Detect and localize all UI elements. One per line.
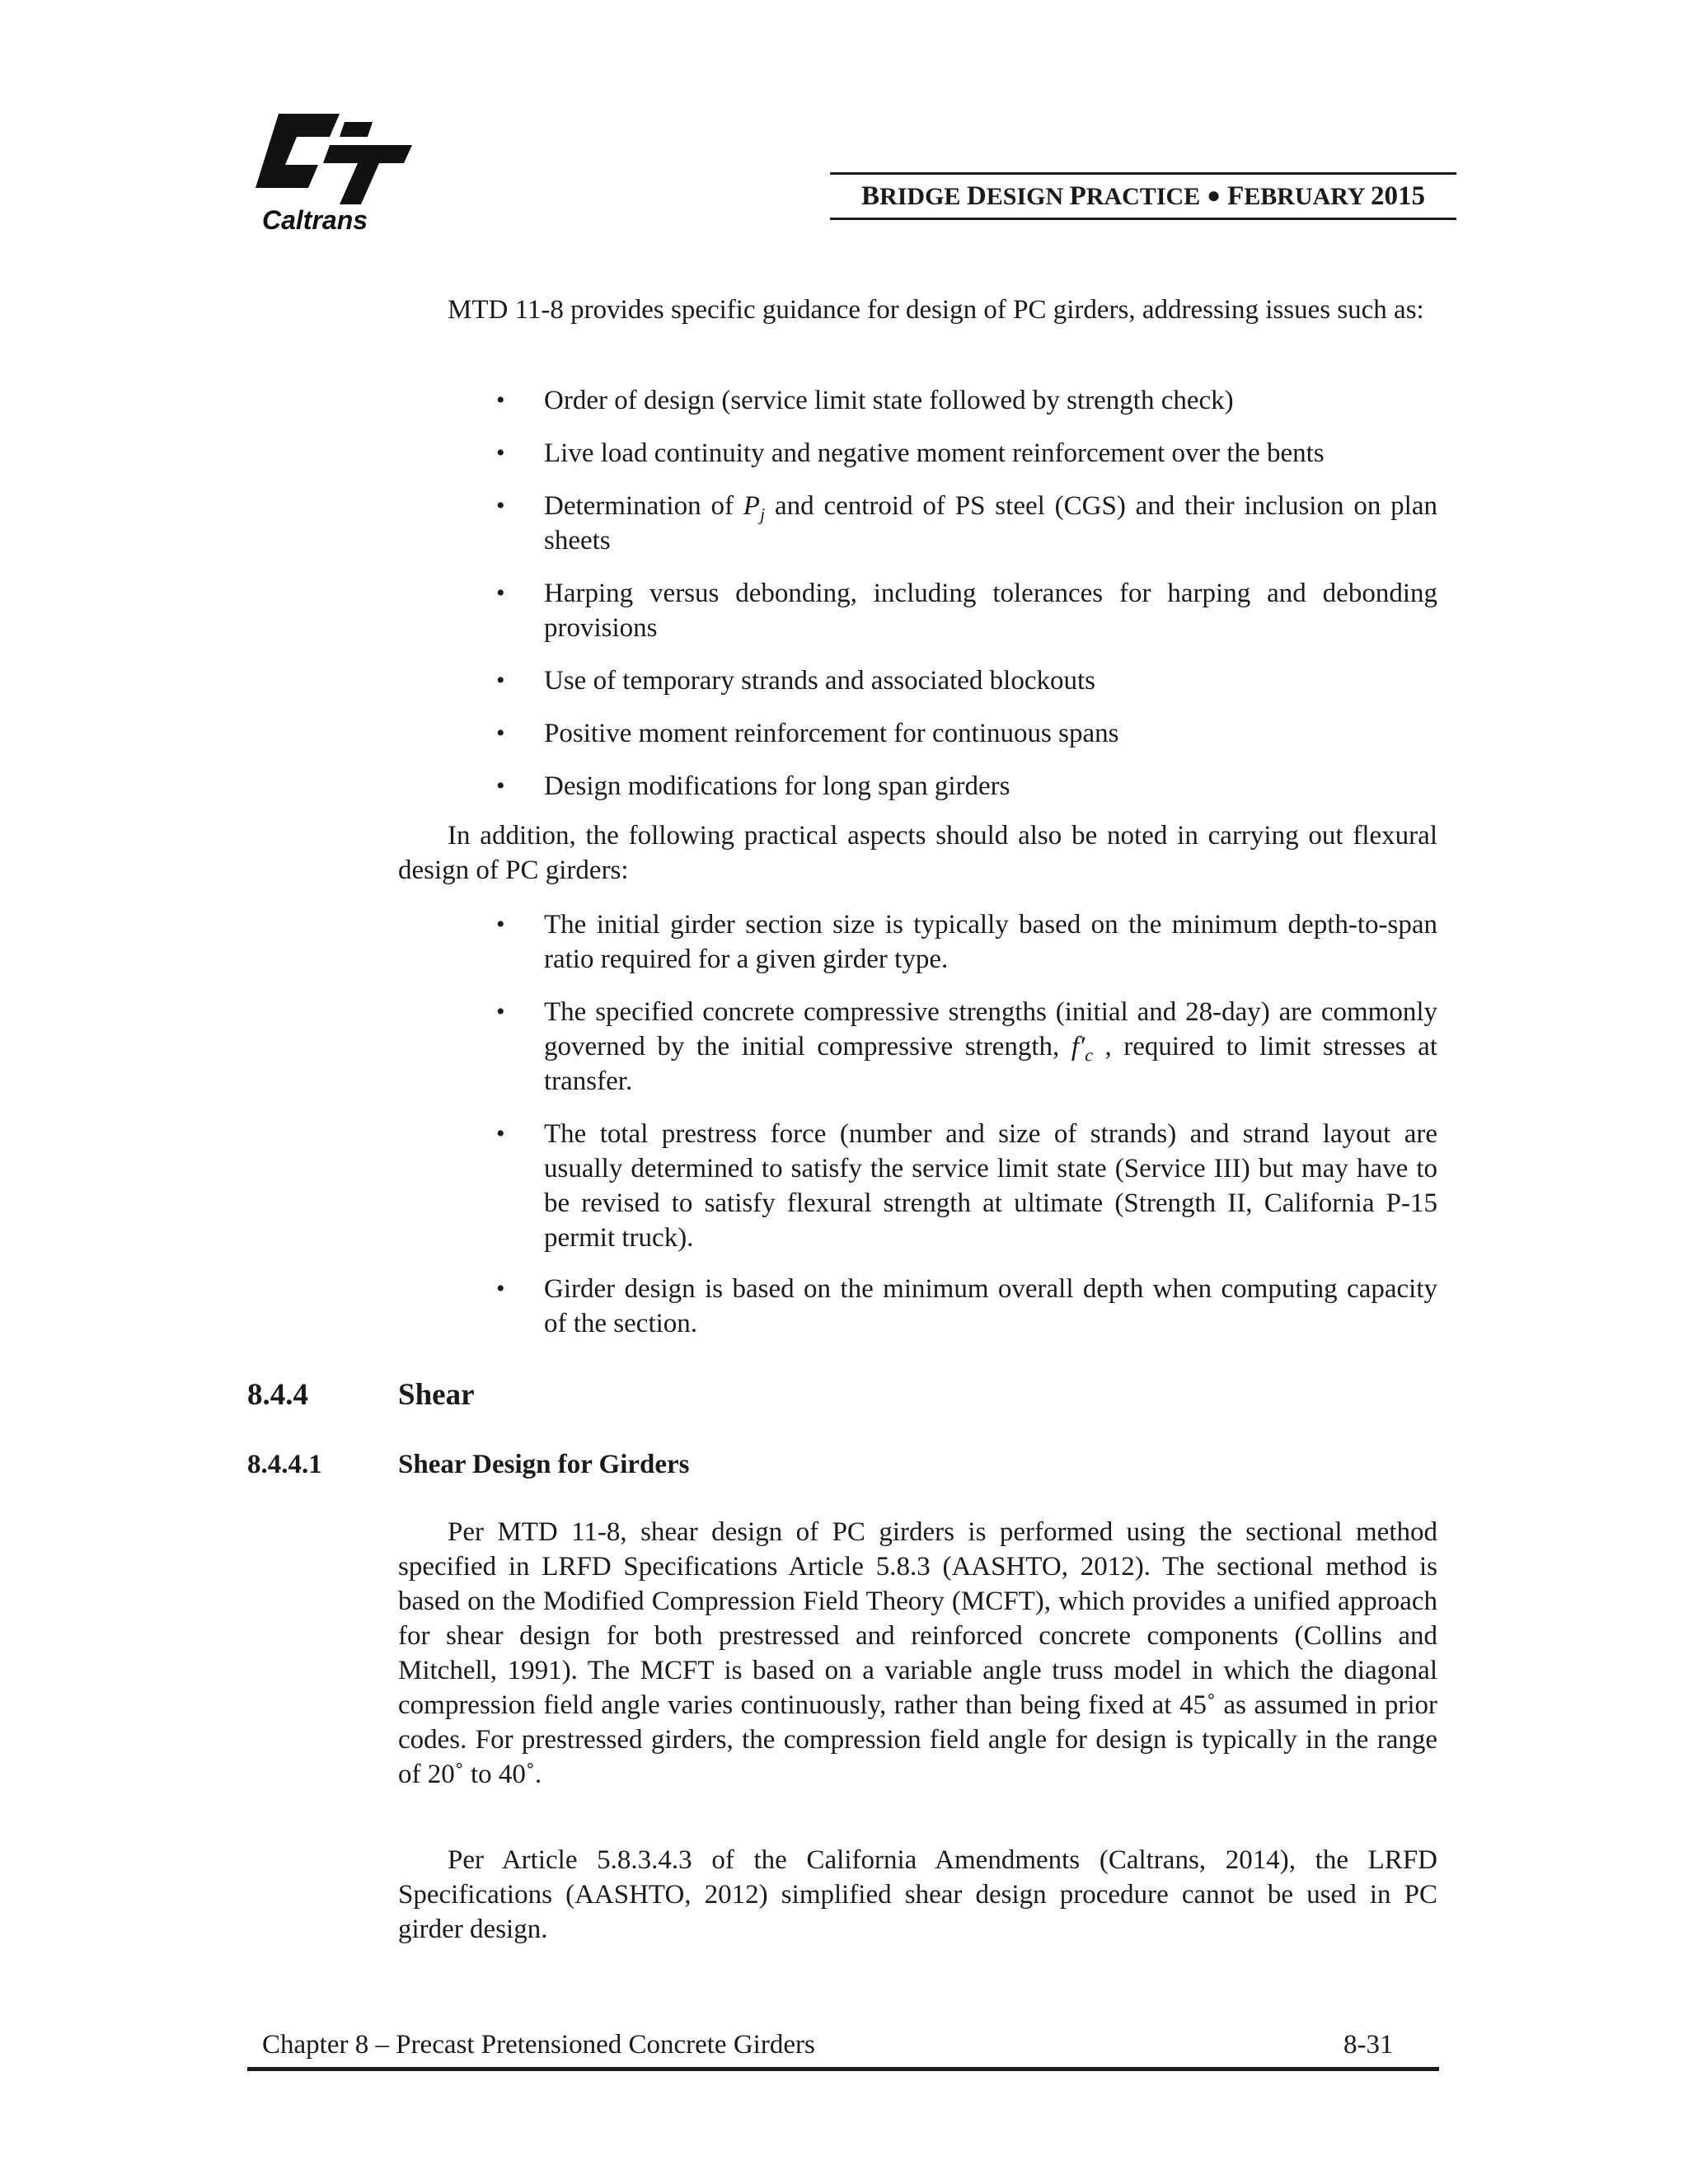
footer-rule bbox=[247, 2067, 1439, 2071]
bullet-icon: • bbox=[496, 719, 505, 747]
fc-subscript: c bbox=[1085, 1044, 1093, 1066]
fc-variable: f′ bbox=[1071, 1032, 1085, 1062]
subsection-number: 8.4.4.1 bbox=[247, 1450, 322, 1479]
list-item bbox=[544, 995, 1437, 1099]
list-item: Girder design is based on the minimum overall depth when computing capacity of the section. bbox=[544, 1274, 1437, 1338]
pj-subscript: j bbox=[759, 504, 766, 525]
list-item: Harping versus debonding, including tolerances for harping and debonding provisions bbox=[544, 579, 1437, 643]
bullet-icon: • bbox=[496, 772, 505, 799]
header-initial-p: P bbox=[1069, 181, 1086, 211]
caltrans-logo bbox=[247, 105, 420, 237]
bullet-icon: • bbox=[496, 998, 505, 1025]
practical-paragraph: In addition, the following practical aspects should also be noted in carrying out flexural design of PC girders: bbox=[398, 821, 1437, 885]
intro-paragraph: MTD 11-8 provides specific guidance for design of PC girders, addressing issues such as: bbox=[448, 295, 1424, 325]
pj-text-pre: Determination of bbox=[544, 491, 743, 521]
strength-text-pre: The specified concrete compressive strengths (initial and 28-day) are commonly governed by the initial compressive strength, bbox=[544, 997, 1437, 1062]
header-month: EBRUARY bbox=[1244, 183, 1365, 210]
section-number: 8.4.4 bbox=[247, 1378, 308, 1412]
header-top-rule bbox=[830, 172, 1456, 175]
list-item: Order of design (service limit state followed by strength check) bbox=[544, 386, 1234, 415]
running-header bbox=[830, 180, 1456, 214]
header-word-ridge: RIDGE bbox=[879, 183, 967, 210]
logo-wordmark: Caltrans bbox=[262, 205, 368, 235]
pj-variable: P bbox=[743, 491, 760, 521]
bullet-icon: • bbox=[496, 439, 505, 466]
shear-paragraph: Per MTD 11-8, shear design of PC girders is performed using the sectional method specified in LRFD Specifications Article 5.8.3 (AASHTO, 2012). The sectional method is based on the Modified Compression Field Theory (MCFT), which provides a unified approach for shear design for both prestressed and reinforced concrete components (Collins and Mitchell, 1991). The MCFT is based on a variable angle truss model in which the diagonal compression field angle varies continuously, rather than being fixed at 45˚ as assumed in prior codes. For prestressed girders, the compression field angle for design is typically in the range of 20˚ to 40˚. bbox=[398, 1517, 1437, 1789]
list-item: Design modifications for long span girders bbox=[544, 771, 1010, 801]
header-word-esign: ESIGN bbox=[986, 183, 1070, 210]
header-initial-f: F bbox=[1227, 181, 1245, 211]
list-item: Positive moment reinforcement for continuous spans bbox=[544, 719, 1119, 748]
list-item: The initial girder section size is typically based on the minimum depth-to-span ratio required for a given girder type. bbox=[544, 910, 1437, 974]
footer-chapter: Chapter 8 – Precast Pretensioned Concrete Girders bbox=[262, 2030, 815, 2060]
caltrans-amendments-paragraph: Per Article 5.8.3.4.3 of the California Amendments (Caltrans, 2014), the LRFD Specifications (AASHTO, 2012) simplified shear design procedure cannot be used in PC girder design. bbox=[398, 1845, 1437, 1944]
bullet-icon: • bbox=[496, 667, 505, 694]
header-initial-d: D bbox=[966, 181, 987, 211]
list-item: The total prestress force (number and size of strands) and strand layout are usually determined to satisfy the service limit state (Service III) but may have to be revised to satisfy flexural strength at ultimate (Strength II, California P-15 permit truck). bbox=[544, 1119, 1437, 1253]
bullet-icon: • bbox=[496, 911, 505, 938]
subsection-title: Shear Design for Girders bbox=[398, 1450, 690, 1479]
section-title: Shear bbox=[398, 1378, 475, 1412]
strength-text-post: , required to limit stresses at transfer. bbox=[544, 1032, 1438, 1096]
list-item: Live load continuity and negative moment reinforcement over the bents bbox=[544, 438, 1325, 468]
header-initial-b: B bbox=[861, 181, 880, 211]
footer-page-number: 8-31 bbox=[1343, 2030, 1394, 2060]
list-item bbox=[544, 489, 1437, 558]
bullet-icon: • bbox=[496, 1120, 505, 1147]
header-bullet-icon: ● bbox=[1207, 183, 1221, 209]
header-word-ractice: RACTICE bbox=[1085, 183, 1201, 210]
bullet-icon: • bbox=[496, 1275, 505, 1302]
pj-text-post: and centroid of PS steel (CGS) and their inclusion on plan sheets bbox=[544, 491, 1437, 555]
header-bottom-rule bbox=[830, 218, 1456, 220]
bullet-icon: • bbox=[496, 579, 505, 607]
bullet-icon: • bbox=[496, 387, 505, 414]
bullet-icon: • bbox=[496, 492, 505, 519]
header-year: 2015 bbox=[1370, 181, 1425, 211]
list-item: Use of temporary strands and associated blockouts bbox=[544, 666, 1095, 696]
